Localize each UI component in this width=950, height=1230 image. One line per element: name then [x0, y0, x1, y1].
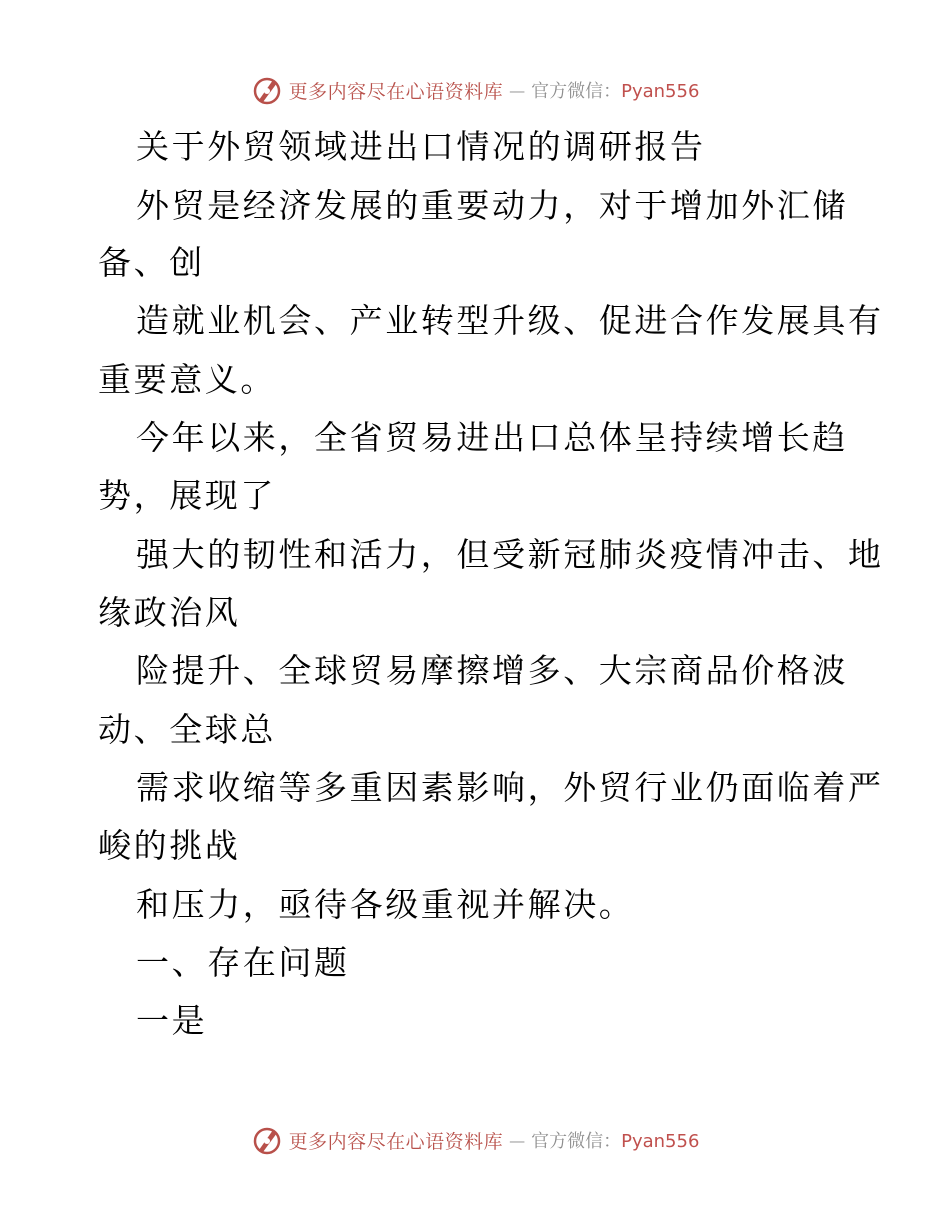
paragraph-line: 缘政治风 [98, 593, 241, 632]
paragraph-line: 需求收缩等多重因素影响，外贸行业仍面临着严 [136, 768, 884, 807]
watermark-dash: — [509, 1130, 526, 1150]
watermark-dash: — [509, 80, 526, 100]
watermark-red-text: 更多内容尽在心语资料库 [288, 1130, 504, 1153]
watermark-wechat-label: 官方微信： [531, 81, 622, 102]
paragraph-line: 重要意义。 [98, 360, 276, 399]
paragraph-line: 备、创 [98, 243, 205, 282]
watermark-gray-text [531, 1127, 699, 1153]
watermark-gray-text [531, 77, 699, 103]
document-title: 关于外贸领域进出口情况的调研报告 [136, 127, 706, 166]
watermark-wechat-id: Pyan556 [621, 81, 700, 102]
pen-in-circle-icon [251, 1124, 283, 1156]
watermark-wechat-label: 官方微信： [531, 1131, 622, 1152]
paragraph-line: 强大的韧性和活力，但受新冠肺炎疫情冲击、地 [136, 535, 884, 574]
paragraph-line: 势，展现了 [98, 476, 276, 515]
watermark-wechat-id: Pyan556 [621, 1131, 700, 1152]
paragraph-line: 和压力，亟待各级重视并解决。 [136, 885, 635, 924]
paragraph-line: 外贸是经济发展的重要动力，对于增加外汇储 [136, 186, 848, 225]
paragraph-line: 险提升、全球贸易摩擦增多、大宗商品价格波 [136, 651, 848, 690]
pen-in-circle-icon [251, 74, 283, 106]
paragraph-line: 峻的挑战 [98, 826, 241, 865]
watermark-red-text: 更多内容尽在心语资料库 [288, 80, 504, 103]
paragraph-line: 今年以来，全省贸易进出口总体呈持续增长趋 [136, 418, 848, 457]
paragraph-line: 动、全球总 [98, 710, 276, 749]
watermark-group [251, 74, 700, 106]
footer-watermark [0, 1120, 950, 1160]
watermark-group [251, 1124, 700, 1156]
paragraph-line: 造就业机会、产业转型升级、促进合作发展具有 [136, 301, 884, 340]
paragraph-line: 一是 [136, 1001, 208, 1040]
section-heading: 一、存在问题 [136, 943, 350, 982]
header-watermark [0, 70, 950, 110]
